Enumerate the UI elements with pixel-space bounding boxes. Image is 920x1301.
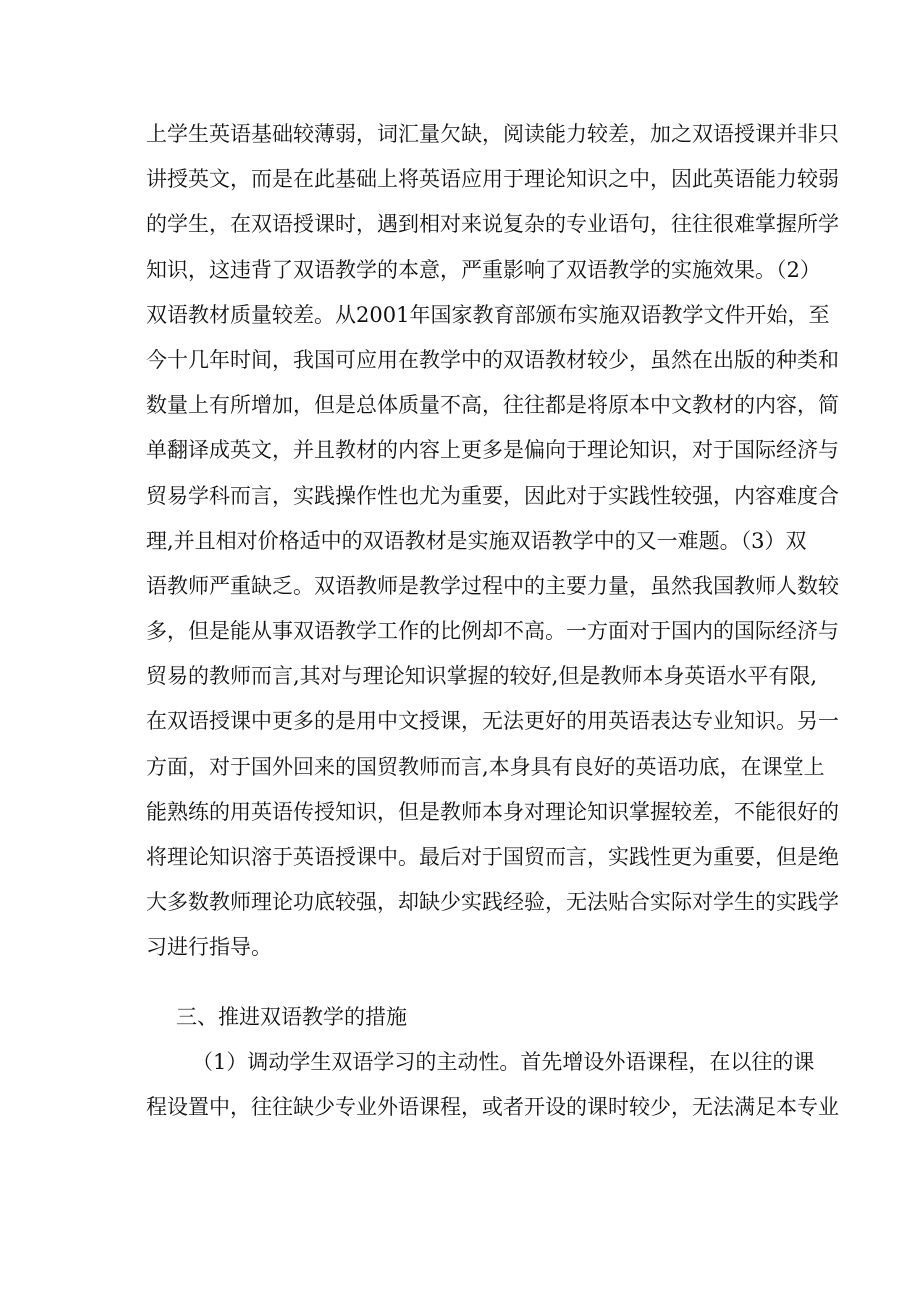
paragraph-line: 将理论知识溶于英语授课中。最后对于国贸而言，实践性更为重要，但是绝 xyxy=(146,845,839,869)
paragraph-line: 理,并且相对价格适中的双语教材是实施双语教学中的又一难题。（3）双 xyxy=(146,528,807,553)
paragraph-line: 单翻译成英文，并且教材的内容上更多是偏向于理论知识，对于国际经济与 xyxy=(146,438,839,463)
paragraph-line: 在双语授课中更多的是用中文授课，无法更好的用英语表达专业知识。另一 xyxy=(146,709,839,734)
document-page xyxy=(146,112,839,1130)
section-heading: 三、推进双语教学的措施 xyxy=(176,1004,407,1029)
paragraph-line: 能熟练的用英语传授知识，但是教师本身对理论知识掌握较差，不能很好的 xyxy=(146,799,839,824)
paragraph-line: 语教师严重缺乏。双语教师是教学过程中的主要力量，虽然我国教师人数较 xyxy=(146,573,839,598)
paragraph-line: 数量上有所增加，但是总体质量不高，往往都是将原本中文教材的内容，简 xyxy=(146,393,839,418)
paragraph-line: 程设置中，往往缺少专业外语课程，或者开设的课时较少，无法满足本专业 xyxy=(146,1094,839,1119)
paragraph-line: 大多数教师理论功底较强，却缺少实践经验，无法贴合实际对学生的实践学 xyxy=(146,890,839,915)
paragraph-line: 贸易学科而言，实践操作性也尤为重要，因此对于实践性较强，内容难度合 xyxy=(146,483,839,508)
paragraph-line: 双语教材质量较差。从2001年国家教育部颁布实施双语教学文件开始，至 xyxy=(146,302,830,327)
paragraph-1 xyxy=(146,112,839,971)
paragraph-line: 多，但是能从事双语教学工作的比例却不高。一方面对于国内的国际经济与 xyxy=(146,619,839,644)
paragraph-line: 讲授英文，而是在此基础上将英语应用于理论知识之中，因此英语能力较弱 xyxy=(146,167,839,192)
paragraph-line: 方面，对于国外回来的国贸教师而言,本身具有良好的英语功底，在课堂上 xyxy=(146,754,825,779)
paragraph-gap xyxy=(146,971,796,995)
paragraph-line: 上学生英语基础较薄弱，词汇量欠缺，阅读能力较差，加之双语授课并非只 xyxy=(146,122,839,146)
paragraph-line: （1）调动学生双语学习的主动性。首先增设外语课程，在以往的课 xyxy=(192,1049,815,1074)
paragraph-line: 贸易的教师而言,其对与理论知识掌握的较好,但是教师本身英语水平有限, xyxy=(146,664,818,689)
paragraph-line: 知识，这违背了双语教学的本意，严重影响了双语教学的实施效果。（2） xyxy=(146,257,821,282)
paragraph-line: 今十几年时间，我国可应用在教学中的双语教材较少，虽然在出版的种类和 xyxy=(146,347,839,372)
paragraph-2 xyxy=(146,1040,839,1130)
paragraph-line: 习进行指导。 xyxy=(146,935,272,960)
paragraph-line: 的学生，在双语授课时，遇到相对来说复杂的专业语句，往往很难掌握所学 xyxy=(146,212,839,237)
